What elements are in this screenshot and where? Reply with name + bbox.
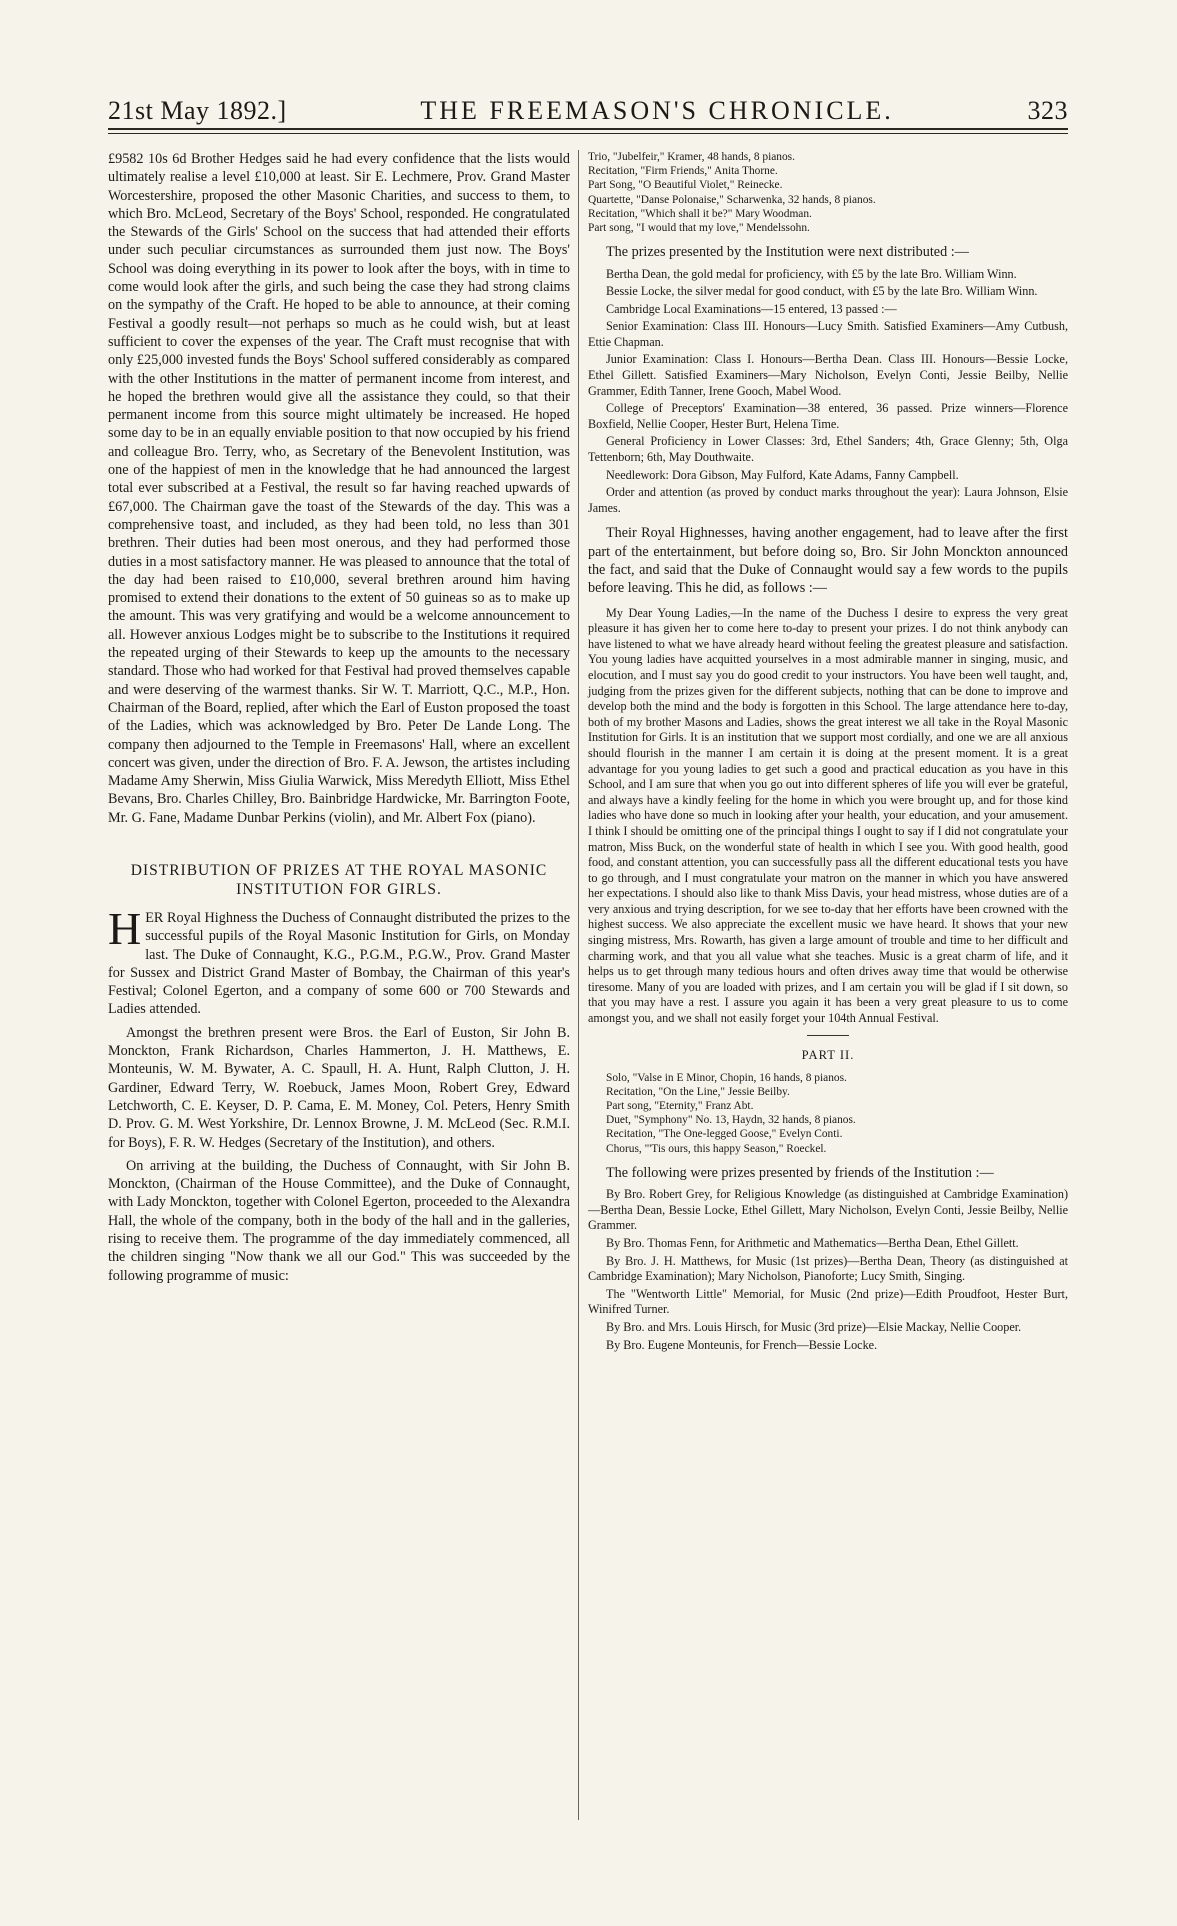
right-column: [588, 150, 1068, 1353]
prize-list: [588, 267, 1068, 517]
programme-item: Recitation, "On the Line," Jessie Beilby.: [606, 1085, 790, 1098]
duke-speech: My Dear Young Ladies,—In the name of the Duchess I desire to express the very great pleasure it has given her to come here to-day to present your prizes. I do not think anybody can have listened to what we have already heard without feeling the greatest pleasure and satisfaction. You young ladies have acquitted yourselves in a most admirable manner in singing, music, and elocution, and I must say you do good credit to your instructors. You have been well taught, and, judging from the prizes given for the different subjects, nothing that can be done to improve and develop both the mind and the body is forgotten in this School. The large attendance here to-day, both of my brother Masons and Ladies, shows the great interest we all take in the Royal Masonic Institution for Girls. It is an institution that we support most cordially, and one we are all anxious should flourish in the manner I am certain it is doing at the present moment. It is a great advantage for you young ladies to get such a good and practical education as you have in this School, and I am sure that when you go out into different spheres of life you will ever be grateful, and always have a kindly feeling for the home in which you were brought up, and for those kind ladies who have done so much in looking after your health, your education, and your amusement. I think I should be omitting one of the principal things I ought to say if I did not congratulate your matron, Miss Buck, on the wonderful state of health in which I see you. With good health, good food, and constant attention, you can successfully pass all the different educational tests you have to go through, and I must congratulate your matron on the manner in which you have answered her expectations. I should also like to thank Miss Davis, your head mistress, whose duties are of a very anxious and trying description, for we see to-day that her efforts have been crowned with the highest success. We also appreciate the excellent music we have heard. It shows that your new singing mistress, Mrs. Rowarth, has given a large amount of trouble and time to her difficult and charming work, and that you all value what she teaches. Music is a great charm of life, and it helps us to get through many tedious hours and often drives away time that would be otherwise tiresome. Many of you are loaded with prizes, and I am certain you will be glad if I sit down, so that you may have a rest. I assure you again it has been a very great pleasure to us to come amongst you, and we shall not easily forget your 104th Annual Festival.: [588, 605, 1068, 1026]
friends-prize-list: [588, 1187, 1068, 1353]
friends-prize-entry: By Bro. Eugene Monteunis, for French—Bessie Locke.: [606, 1337, 878, 1352]
programme-item: Quartette, "Danse Polonaise," Scharwenka, 32 hands, 8 pianos.: [588, 193, 876, 206]
paragraph-attendees: Amongst the brethren present were Bros. the Earl of Euston, Sir John B. Monckton, Frank Richardson, Charles Hammerton, J. H. Matthews, E. Monteunis, W. M. Bywater, A. C. Spaull, H. A. Hunt, Ralph Clutton, J. H. Gardiner, Edward Terry, W. Roebuck, James Moon, Robert Grey, Edward Letchworth, C. E. Keyser, D. P. Cama, E. M. Money, Col. Peters, Henry Smith D. Prov. G. M. West Yorkshire, Dr. Lennox Browne, J. M. McLeod (Sec. R.M.I. for Boys), F. R. W. Hedges (Secretary of the Institution), and others.: [108, 1024, 570, 1151]
issue-date: 21st May 1892.]: [108, 96, 287, 125]
friends-prize-entry: The "Wentworth Little" Memorial, for Music (2nd prize)—Edith Proudfoot, Hester Burt, Winifred Turner.: [588, 1286, 1068, 1317]
friends-prize-entry: By Bro. Robert Grey, for Religious Knowledge (as distinguished at Cambridge Examination)—Bertha Dean, Bessie Locke, Ethel Gillett, Mary Nicholson, Evelyn Conti, Jessie Beilby, Nellie Grammer.: [588, 1187, 1068, 1233]
friends-prizes-intro: The following were prizes presented by friends of the Institution :—: [606, 1164, 994, 1181]
prize-entry: General Proficiency in Lower Classes: 3rd, Ethel Sanders; 4th, Grace Glenny; 5th, Olga Tettenborn; 6th, May Douthwaite.: [588, 434, 1068, 465]
page-number: 323: [1027, 96, 1068, 125]
header-rule: [108, 128, 1068, 130]
programme-item: Recitation, "Which shall it be?" Mary Woodman.: [588, 207, 812, 220]
prize-entry: College of Preceptors' Examination—38 entered, 36 passed. Prize winners—Florence Boxfield, Nellie Cooper, Hester Burt, Helena Time.: [588, 401, 1068, 431]
paragraph-intro-text: ER Royal Highness the Duchess of Connaught distributed the prizes to the successful pupils of the Royal Masonic Institution for Girls, on Monday last. The Duke of Connaught, K.G., P.G.M., P.G.W., Prov. Grand Master for Sussex and District Grand Master of Bombay, the Chairman of this year's Festival; Colonel Egerton, and a company of some 600 or 700 Stewards and Ladies attended.: [108, 909, 570, 1018]
royal-departure-paragraph: Their Royal Highnesses, having another engagement, had to leave after the first part of the entertainment, but before doing so, Bro. Sir John Monckton announced the fact, and said that the Duke of Connaught would say a few words to the pupils before leaving. This he did, as follows :—: [588, 525, 1068, 597]
publication-title: THE FREEMASON'S CHRONICLE.: [420, 96, 894, 125]
programme-item: Part song, "I would that my love," Mendelssohn.: [588, 222, 810, 235]
drop-cap: H: [108, 902, 142, 954]
paragraph-festival-report: £9582 10s 6d Brother Hedges said he had every confidence that the lists would ultimately realise a level £10,000 at least. Sir E. Lechmere, Prov. Grand Master Worcestershire, proposed the other Masonic Charities, and success to them, to which Bro. McLeod, Secretary of the Boys' School, responded. He congratulated the Stewards of the Girls' School on the success that had attended their efforts under such peculiar circumstances as surrounded them just now. The Boys' School was doing everything in its power to look after the boys, with in time to come would look after the girls, and such being the case they had strong claims on the sympathy of the Craft. He hoped to be able to announce, at their coming Festival a goodly result—not perhaps so much as he could wish, but at least sufficient to cover the expenses of the year. The Craft must recognise that with only £25,000 invested funds the Boys' School suffered considerably as compared with the other Institutions in the matter of permanent income from interest, and he hoped the brethren would give all the assistance they could, so that their permanent income from this source might ultimately be increased. He hoped some day to be in an equally enviable position to that now occupied by his friend and colleague Bro. Terry, who, as Secretary of the Benevolent Institution, was one of the happiest of men in the knowledge that he had announced the largest total ever subscribed at a Festival, the result so far having reached upwards of £67,000. The Chairman gave the toast of the Stewards of the day. This was a comprehensive toast, and included, as they had been told, no less than 301 brethren. Their duties had been most onerous, and they had performed those duties in a most satisfactory manner. He was pleased to announce that the total of the day had been raised to £10,000, several brethren around him having promised to extend their donations to the extent of 50 guineas so as to make up the amount. This was very gratifying and would be a welcome announcement to all. However anxious Lodges might be to subscribe to the Institutions it required the repeated urging of their Stewards to keep up the amounts to the necessary standard. Those who had worked for that Festival had proved themselves capable and were deserving of the warmest thanks. Sir W. T. Marriott, Q.C., M.P., Hon. Chairman of the Board, replied, after which the Earl of Euston proposed the toast of the Ladies, which was acknowledged by Bro. Peter De Lande Long. The company then adjourned to the Temple in Freemasons' Hall, where an excellent concert was given, under the direction of Bro. F. A. Jewson, the artistes including Madame Amy Sherwin, Miss Giulia Warwick, Miss Meredyth Elliott, Miss Ethel Bevans, Bro. Charles Chilley, Bro. Bainbridge Hardwicke, Mr. Barrington Foote, Mr. G. Fane, Madame Dunbar Perkins (violin), and Mr. Albert Fox (piano).: [108, 151, 570, 826]
programme-item: Recitation, "The One-legged Goose," Evelyn Conti.: [606, 1128, 843, 1141]
section-rule: [807, 1035, 849, 1036]
programme-item: Duet, "Symphony" No. 13, Haydn, 32 hands, 8 pianos.: [606, 1114, 856, 1127]
paragraph-intro: [108, 902, 570, 1019]
programme-item: Solo, "Valse in E Minor, Chopin, 16 hands, 8 pianos.: [606, 1071, 847, 1084]
friends-prize-entry: By Bro. and Mrs. Louis Hirsch, for Music (3rd prize)—Elsie Mackay, Nellie Cooper.: [606, 1319, 1022, 1334]
prize-entry: Cambridge Local Examinations—15 entered, 13 passed :—: [606, 301, 897, 316]
programme-item: Part Song, "O Beautiful Violet," Reinecke.: [588, 179, 783, 192]
prize-entry: Bertha Dean, the gold medal for proficiency, with £5 by the late Bro. William Winn.: [606, 266, 1017, 281]
prize-entry: Senior Examination: Class III. Honours—Lucy Smith. Satisfied Examiners—Amy Cutbush, Ettie Chapman.: [588, 319, 1068, 349]
programme-part-one: [588, 150, 1068, 235]
programme-item: Recitation, "Firm Friends," Anita Thorne.: [588, 165, 778, 178]
column-divider: [578, 150, 579, 1820]
programme-item: Part song, "Eternity," Franz Abt.: [606, 1100, 754, 1113]
prize-entry: Order and attention (as proved by conduct marks throughout the year): Laura Johnson, Elsie James.: [588, 485, 1068, 515]
part-two-heading: PART II.: [801, 1047, 855, 1062]
paragraph-arrival: On arriving at the building, the Duchess of Connaught, with Sir John B. Monckton, (Chairman of the House Committee), and the Duke of Connaught, with Lady Monckton, together with Colonel Egerton, proceeded to the Alexandra Hall, the whole of the company, both in the body of the hall and in the galleries, rising to receive them. The programme of the day immediately commenced, all the children singing "Now thank we all our God." This was succeeded by the following programme of music:: [108, 1157, 570, 1284]
left-column: [108, 150, 570, 1285]
article-heading: DISTRIBUTION OF PRIZES AT THE ROYAL MASONIC INSTITUTION FOR GIRLS.: [130, 861, 548, 898]
friends-prize-entry: By Bro. Thomas Fenn, for Arithmetic and Mathematics—Bertha Dean, Ethel Gillett.: [606, 1235, 1019, 1250]
programme-part-two: [588, 1071, 1068, 1156]
prize-entry: Bessie Locke, the silver medal for good conduct, with £5 by the late Bro. William Winn.: [606, 284, 1038, 299]
prizes-intro: The prizes presented by the Institution were next distributed :—: [606, 244, 969, 261]
programme-item: Chorus, "'Tis ours, this happy Season," Roeckel.: [606, 1142, 827, 1155]
programme-item: Trio, "Jubelfeir," Kramer, 48 hands, 8 pianos.: [588, 151, 795, 163]
friends-prize-entry: By Bro. J. H. Matthews, for Music (1st prizes)—Bertha Dean, Theory (as distinguished at Cambridge Examination); Mary Nicholson, Pianoforte; Lucy Smith, Singing.: [588, 1253, 1068, 1284]
header-rule-thin: [108, 133, 1068, 134]
prize-entry: Needlework: Dora Gibson, May Fulford, Kate Adams, Fanny Campbell.: [606, 467, 959, 482]
masthead: [108, 92, 1068, 126]
prize-entry: Junior Examination: Class I. Honours—Bertha Dean. Class III. Honours—Bessie Locke, Ethel Gillett. Satisfied Examiners—Mary Nicholson, Evelyn Conti, Jessie Beilby, Nellie Grammer, Edith Tanner, Irene Gooch, Mabel Wood.: [588, 352, 1068, 398]
